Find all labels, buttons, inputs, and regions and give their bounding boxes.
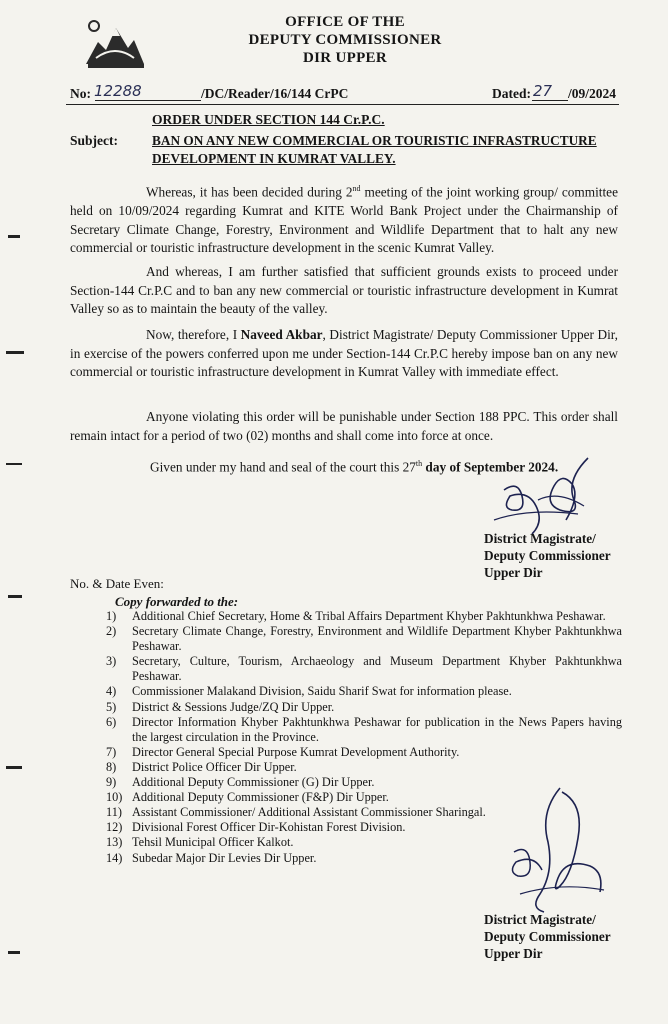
copy-forwarded-heading: Copy forwarded to the: <box>115 594 239 609</box>
reference-code: /DC/Reader/16/144 CrPC <box>201 86 349 101</box>
list-item: 1) Additional Chief Secretary, Home & Tribal Affairs Department Khyber Pakhtunkhwa Peshawar. <box>106 609 606 623</box>
paragraph-3: Now, therefore, I Naveed Akbar, District Magistrate/ Deputy Commissioner Upper Dir, in exercise of the powers conferred upon me under Section-144 Cr.P.C hereby impose ban on any new commercial or touristic infrastructure development in Kumrat Valley with immediate effect. <box>70 327 618 380</box>
signature-1-icon <box>488 450 598 540</box>
list-item: 6) Director Information Khyber Pakhtunkhwa Peshawar for publication in the News Papers having the largest circulation in the Province. <box>106 714 622 744</box>
office-location: DIR UPPER <box>303 50 387 66</box>
list-item: 13) Tehsil Municipal Officer Kalkot. <box>106 835 294 850</box>
signature-block-1: District Magistrate/ Deputy Commissioner Upper Dir <box>484 531 611 580</box>
paragraph-2: And whereas, I am further satisfied that sufficient grounds exists to proceed under Section-144 Cr.P.C and to ban any new commercial or touristic infrastructure development in Kumrat Valley so as to maintain the beauty of the valley. <box>70 264 618 317</box>
header-divider <box>66 104 619 105</box>
reference-no-label: No: <box>70 86 91 101</box>
dated-day: 27 <box>533 82 553 100</box>
list-item: 7) Director General Special Purpose Kumrat Development Authority. <box>106 744 460 759</box>
reference-no-value: 12288 <box>94 82 142 100</box>
subject-line-2: DEVELOPMENT IN KUMRAT VALLEY. <box>152 151 396 166</box>
list-item: 5) District & Sessions Judge/ZQ Dir Upper. <box>106 699 335 714</box>
given-under-hand: Given under my hand and seal of the court this 27th day of September 2024. <box>150 459 559 475</box>
list-item: 10) Additional Deputy Commissioner (F&P) Dir Upper. <box>106 790 389 805</box>
paragraph-1: Whereas, it has been decided during 2nd meeting of the joint working group/ committee held on 10/09/2024 regarding Kumrat and KITE World Bank Project under the Chairmanship of Secretary Climate Change, Forestry, Environment and Wildlife Department that to halt any new commercial or touristic infrastructure development in the scenic Kumrat Valley. <box>70 184 618 256</box>
list-item: 12) Divisional Forest Officer Dir-Kohistan Forest Division. <box>106 820 406 835</box>
signature-2-icon <box>500 782 610 918</box>
office-designation: DEPUTY COMMISSIONER <box>248 32 442 48</box>
dated-label: Dated: <box>492 86 531 101</box>
office-title: OFFICE OF THE <box>285 14 405 30</box>
dated-month-year: /09/2024 <box>568 86 617 101</box>
subject-line-1: BAN ON ANY NEW COMMERCIAL OR TOURISTIC INFRASTRUCTURE <box>152 133 597 148</box>
signature-block-2: District Magistrate/ Deputy Commissioner Upper Dir <box>484 912 611 961</box>
no-and-date-even: No. & Date Even: <box>70 576 164 591</box>
list-item: 11) Assistant Commissioner/ Additional Assistant Commissioner Sharingal. <box>106 805 486 820</box>
reference-no-underline <box>95 100 201 101</box>
government-emblem-icon <box>82 14 148 72</box>
list-item: 4) Commissioner Malakand Division, Saidu Sharif Swat for information please. <box>106 684 512 699</box>
list-item: 2) Secretary Climate Change, Forestry, Environment and Wildlife Department Khyber Pakhtunkhwa Peshawar. <box>106 624 622 654</box>
magistrate-name: Naveed Akbar <box>240 327 323 342</box>
order-title: ORDER UNDER SECTION 144 Cr.P.C. <box>152 112 385 127</box>
list-item: 3) Secretary, Culture, Tourism, Archaeology and Museum Department Khyber Pakhtunkhwa Peshawar. <box>106 654 622 684</box>
list-item: 9) Additional Deputy Commissioner (G) Dir Upper. <box>106 775 375 790</box>
list-item: 14) Subedar Major Dir Levies Dir Upper. <box>106 850 317 865</box>
list-item: 8) District Police Officer Dir Upper. <box>106 759 297 774</box>
subject-label: Subject: <box>70 133 118 148</box>
dated-underline <box>532 100 568 101</box>
paragraph-4: Anyone violating this order will be punishable under Section 188 PPC. This order shall remain intact for a period of two (02) months and shall come into force at once. <box>70 409 618 443</box>
